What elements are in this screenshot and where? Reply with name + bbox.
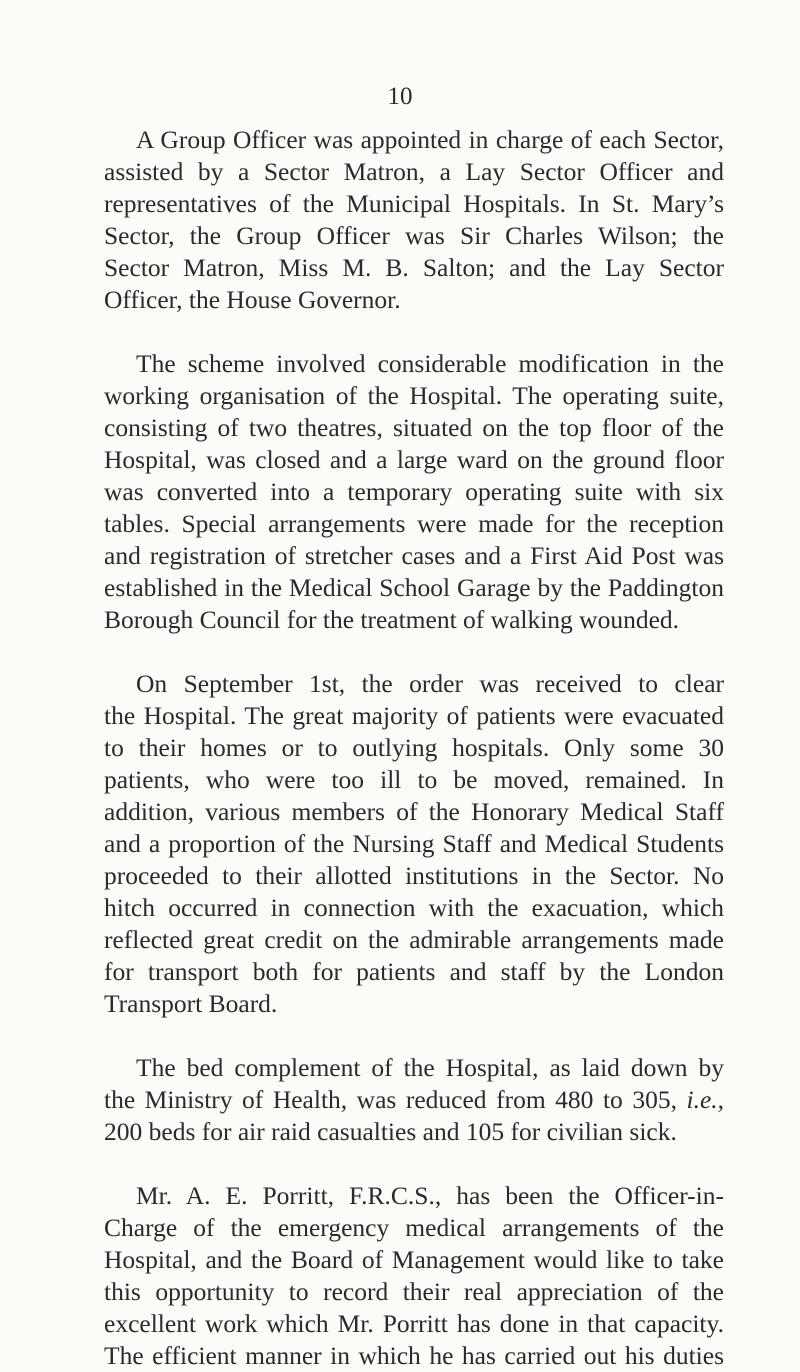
text-line: established in the Medical School Garage by the Paddington [104,573,724,602]
text-line: addition, various members of the Honorary Medical Staff [104,797,724,826]
paragraph-bed-complement [104,1052,724,1148]
text-line: excellent work which Mr. Porritt has done in that capacity. [104,1309,724,1338]
text-line: to their homes or to outlying hospitals. Only some 30 [104,733,724,762]
text-line: Sector Matron, Miss M. B. Salton; and the Lay Sector [104,253,724,282]
page-number: 10 [387,83,413,110]
text-line: On September 1st, the order was received to clear [136,669,724,698]
text-line: patients, who were too ill to be moved, remained. In [104,765,724,794]
text-line: the Hospital. The great majority of patients were evacuated [104,701,724,730]
text-line: A Group Officer was appointed in charge of each Sector, [136,125,724,154]
text-line: and a proportion of the Nursing Staff and Medical Students [104,829,724,858]
italic-abbreviation: i.e., [686,1085,725,1114]
text-line [104,1084,724,1116]
text-line: proceeded to their allotted institutions in the Sector. No [104,861,724,890]
paragraph-scheme [104,348,724,636]
text-line: Borough Council for the treatment of walking wounded. [104,605,680,634]
text-line: representatives of the Municipal Hospitals. In St. Mary’s [104,189,724,218]
text-line: assisted by a Sector Matron, a Lay Sector Officer and [104,157,724,186]
text-line: Officer, the House Governor. [104,285,401,314]
document-body [104,124,724,1372]
text-line: Mr. A. E. Porritt, F.R.C.S., has been the Officer-in- [136,1181,724,1210]
text-line: was converted into a temporary operating suite with six [104,477,724,506]
text-line: The efficient manner in which he has carried out his duties [104,1341,724,1370]
text-line: The bed complement of the Hospital, as laid down by [136,1053,724,1082]
text-line: tables. Special arrangements were made for the reception [104,509,724,538]
paragraph-evacuation [104,668,724,1020]
text-line: 200 beds for air raid casualties and 105 for civilian sick. [104,1117,677,1146]
text-fragment: the Ministry of Health, was reduced from 480 to 305, [104,1085,677,1114]
text-line: for transport both for patients and staff by the London [104,957,724,986]
text-line: Sector, the Group Officer was Sir Charles Wilson; the [104,221,724,250]
paragraph-group-officer [104,124,724,316]
text-line: and registration of stretcher cases and a First Aid Post was [104,541,724,570]
text-line: The scheme involved considerable modification in the [136,349,724,378]
text-line: Charge of the emergency medical arrangements of the [104,1213,724,1242]
paragraph-porritt [104,1180,724,1372]
text-line: Transport Board. [104,989,278,1018]
text-line: consisting of two theatres, situated on the top floor of the [104,413,724,442]
text-line: Hospital, and the Board of Management would like to take [104,1245,724,1274]
text-line: hitch occurred in connection with the exacuation, which [104,893,724,922]
text-line: working organisation of the Hospital. The operating suite, [104,381,724,410]
text-line: Hospital, was closed and a large ward on the ground floor [104,445,724,474]
text-line: reflected great credit on the admirable arrangements made [104,925,724,954]
text-line: this opportunity to record their real appreciation of the [104,1277,724,1306]
